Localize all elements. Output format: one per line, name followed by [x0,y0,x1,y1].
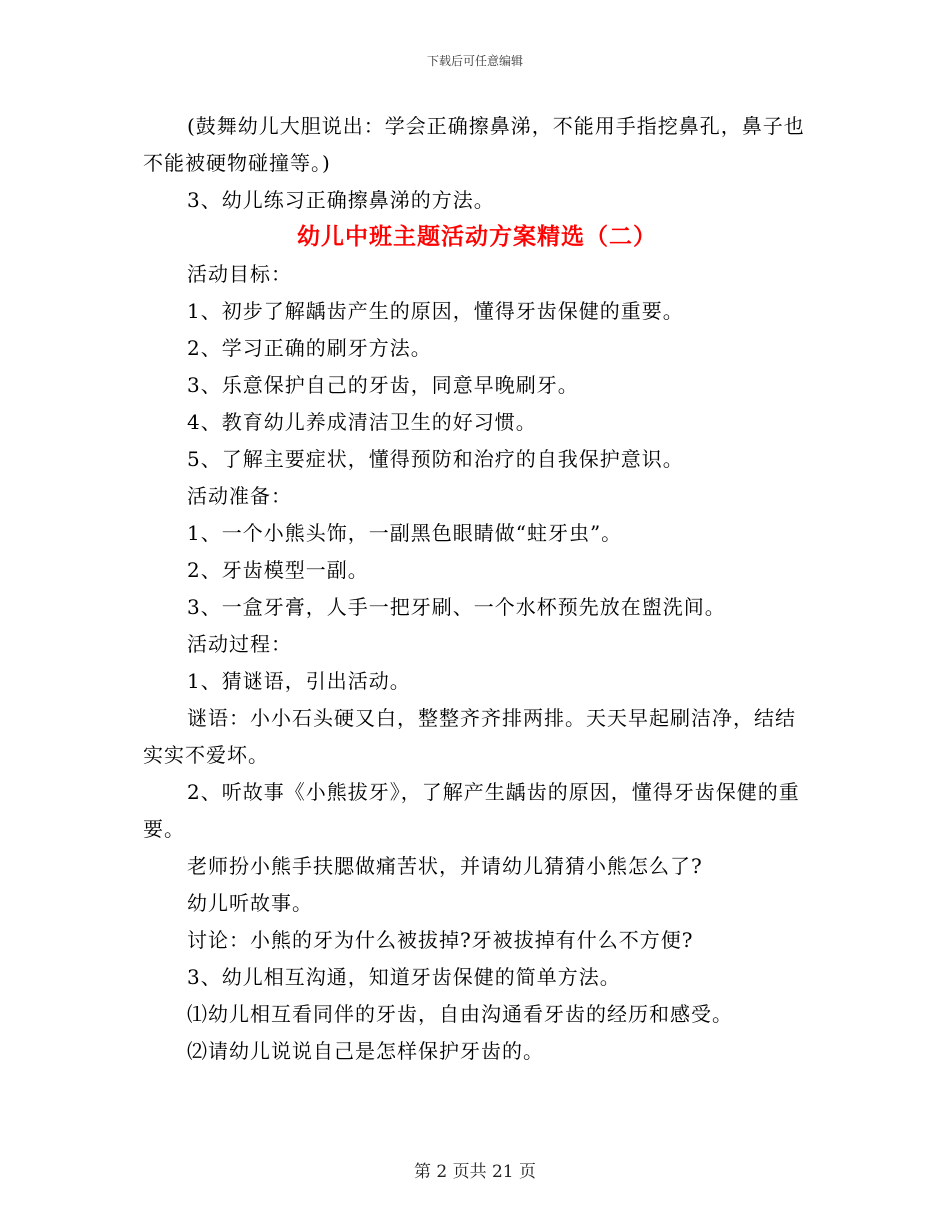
section-title: 幼儿中班主题活动方案精选（二） [297,224,657,250]
document-body [143,108,811,1070]
list-item: 1、猜谜语，引出活动。 [187,669,411,693]
list-item: 1、初步了解龋齿产生的原因，懂得牙齿保健的重要。 [187,299,684,323]
list-item: 3、乐意保护自己的牙齿，同意早晚刷牙。 [187,373,579,397]
paragraph: 谜语：小小石头硬又白，整整齐齐排两排。天天早起刷洁净，结结实实不爱坏。 [143,706,796,767]
paragraph: 3、幼儿练习正确擦鼻涕的方法。 [187,188,495,212]
page-header: 下载后可任意编辑 [426,54,523,68]
paragraph: (鼓舞幼儿大胆说出：学会正确擦鼻涕，不能用手指挖鼻孔，鼻子也不能被硬物碰撞等。) [143,114,805,175]
list-item: 2、牙齿模型一副。 [187,558,369,582]
heading-activity-preparation: 活动准备： [187,484,292,508]
sub-list-item: ⑵请幼儿说说自己是怎样保护牙齿的。 [187,1039,544,1063]
list-item: 2、学习正确的刷牙方法。 [187,336,432,360]
heading-activity-goals: 活动目标： [187,262,292,286]
heading-activity-process: 活动过程： [187,632,292,656]
list-item: 1、一个小熊头饰，一副黑色眼睛做“蛀牙虫”。 [187,521,623,545]
sub-list-item: ⑴幼儿相互看同伴的牙齿，自由沟通看牙齿的经历和感受。 [187,1002,733,1026]
list-item: 3、一盒牙膏，人手一把牙刷、一个水杯预先放在盥洗间。 [187,595,726,619]
list-item: 4、教育幼儿养成清洁卫生的好习惯。 [187,410,537,434]
list-item: 2、听故事《小熊拔牙》，了解产生龋齿的原因，懂得牙齿保健的重要。 [143,780,800,841]
list-item: 3、幼儿相互沟通，知道牙齿保健的简单方法。 [187,965,621,989]
page-footer: 第 2 页共 21 页 [413,1162,537,1182]
paragraph: 讨论：小熊的牙为什么被拔掉?牙被拔掉有什么不方便? [187,928,694,952]
paragraph: 老师扮小熊手扶腮做痛苦状，并请幼儿猜猜小熊怎么了? [187,854,703,878]
list-item: 5、了解主要症状，懂得预防和治疗的自我保护意识。 [187,447,684,471]
paragraph: 幼儿听故事。 [187,891,313,915]
